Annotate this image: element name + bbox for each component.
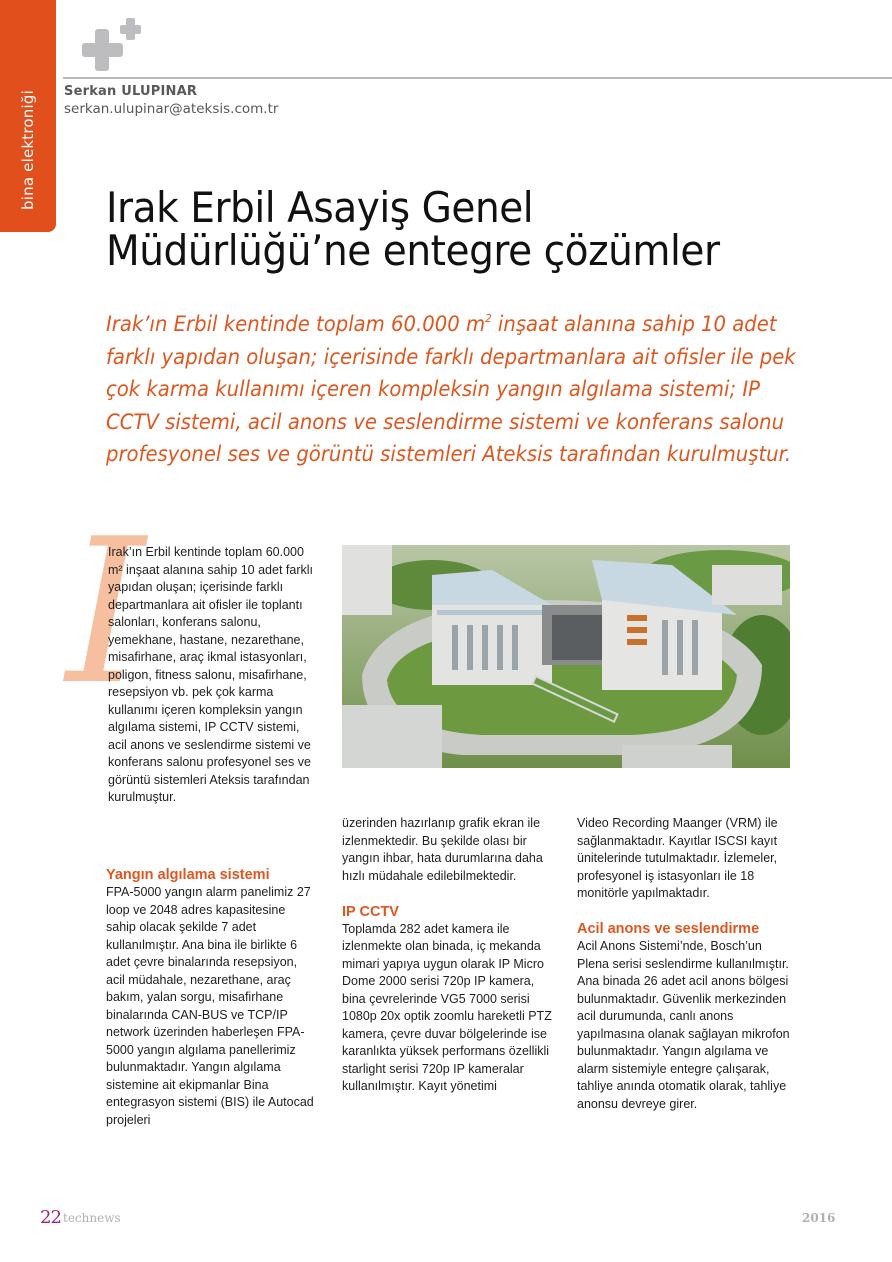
section-body-fire-1: FPA-5000 yangın alarm panelimiz 27 loop ve 2048 adres kapasitesine sahip olacak şekilde 7 adet kullanılmıştır. Ana bina ile birlikte 6 adet çevre binalarında resepsiyon, acil müdahale, nezarethane, araç bakım, yalan sorgu, misafirhane binalarında CAN-BUS ve TCP/IP network üzerinden haberleşen FPA-5000 yangın algılama panellerimiz bulunmaktadır. Yangın algılama sistemine ait ekipmanlar Bina entegrasyon sistemi (BIS) ile Autocad projeleri (106, 885, 314, 1127)
lead-text-1: Irak’ın Erbil kentinde toplam 60.000 m (106, 312, 486, 336)
section-tab-label: bina elektroniği (19, 90, 37, 210)
issue-year: 2016 (802, 1211, 836, 1225)
drop-cap: I (66, 496, 146, 729)
column-2 (342, 815, 554, 1096)
column-3 (577, 815, 797, 1113)
article-title-line2: Müdürlüğü’ne entegre çözümler (106, 226, 720, 275)
column-1 (106, 866, 318, 1129)
intro-text: Irak’ın Erbil kentinde toplam 60.000 m² inşaat alanına sahip 10 adet farklı yapıdan oluşan; içerisinde farklı departmanlara ait ofisler ile toplantı salonları, konferans salonu, yemekhane, hastane, nezarethane, misafirhane, araç ikmal istasyonları, poligon, fitness salonu, misafirhane, resepsiyon vb. pek çok karma kullanımı içeren kompleksin yangın algılama sistemi, IP CCTV sistemi, acil anons ve seslendirme sistemi ve konferans salonu profesyonel ses ve görüntü sistemleri Ateksis tarafından kurulmuştur. (108, 545, 313, 804)
section-heading-announcement: Acil anons ve seslendirme (577, 921, 760, 937)
intro-paragraph (108, 544, 320, 807)
section-body-cctv-2: Video Recording Maanger (VRM) ile sağlanmaktadır. Kayıtlar ISCSI kayıt ünitelerinde tutulmaktadır. İzlemeler, profesyonel iş istasyonları ile 18 monitörle yapılmaktadır. (577, 816, 778, 900)
article-title-line1: Irak Erbil Asayiş Genel (106, 183, 534, 232)
section-body-cctv-1: Toplamda 282 adet kamera ile izlenmekte olan binada, iç mekanda mimari yapıya uygun olarak IP Micro Dome 2000 serisi 720p IP kamera, bina çevrelerinde VG5 7000 serisi 1080p 20x optik zoomlu hareketli PTZ kamera, çevre duvar bölgelerinde ise karanlıkta yüksek performans özellikli starlight serisi 720p IP kameralar kullanılmıştır. Kayıt yönetimi (342, 921, 552, 1093)
lead-text-2: inşaat alanına sahip 10 adet farklı yapıdan oluşan; içerisinde farklı departmanlara ait ofisler ile pek çok karma kullanımı içeren kompleksin yangın algılama sistemi; IP CCTV sistemi, acil anons ve seslendirme sistemi ve konferans salonu profesyonel ses ve görüntü sistemleri Ateksis tarafından kurulmuştur. (106, 312, 796, 466)
article-lead (106, 303, 817, 471)
author-email[interactable]: serkan.ulupinar@ateksis.com.tr (64, 101, 279, 117)
section-body-announcement: Acil Anons Sistemi’nde, Bosch’un Plena serisi seslendirme kullanılmıştır. Ana binada 26 adet acil anons bölgesi bulunmaktadır. Güvenlik merkezinden acil durumunda, canlı anons yapılmasına olanak sağlayan mikrofon bulunmaktadır. Yangın algılama ve alarm sistemiyle entegre çalışarak, tahliye anında otomatik olarak, tahliye anonsu devreye girer. (577, 939, 790, 1111)
section-heading-cctv: IP CCTV (342, 903, 399, 920)
lead-superscript: 2 (485, 312, 492, 325)
author-name: Serkan ULUPINAR (64, 84, 198, 99)
building-photo (342, 545, 790, 768)
magazine-name: technews (63, 1211, 121, 1225)
article-title (106, 183, 813, 275)
header-divider (63, 77, 892, 79)
section-tab (0, 0, 56, 232)
page-number: 22 (40, 1207, 61, 1228)
section-heading-fire: Yangın algılama sistemi (106, 867, 270, 883)
plus-icon (80, 16, 144, 72)
section-body-fire-2: üzerinden hazırlanıp grafik ekran ile izlenmektedir. Bu şekilde olası bir yangın ihbar, hata durumlarına daha hızlı müdahale edilebilmektedir. (342, 816, 543, 883)
